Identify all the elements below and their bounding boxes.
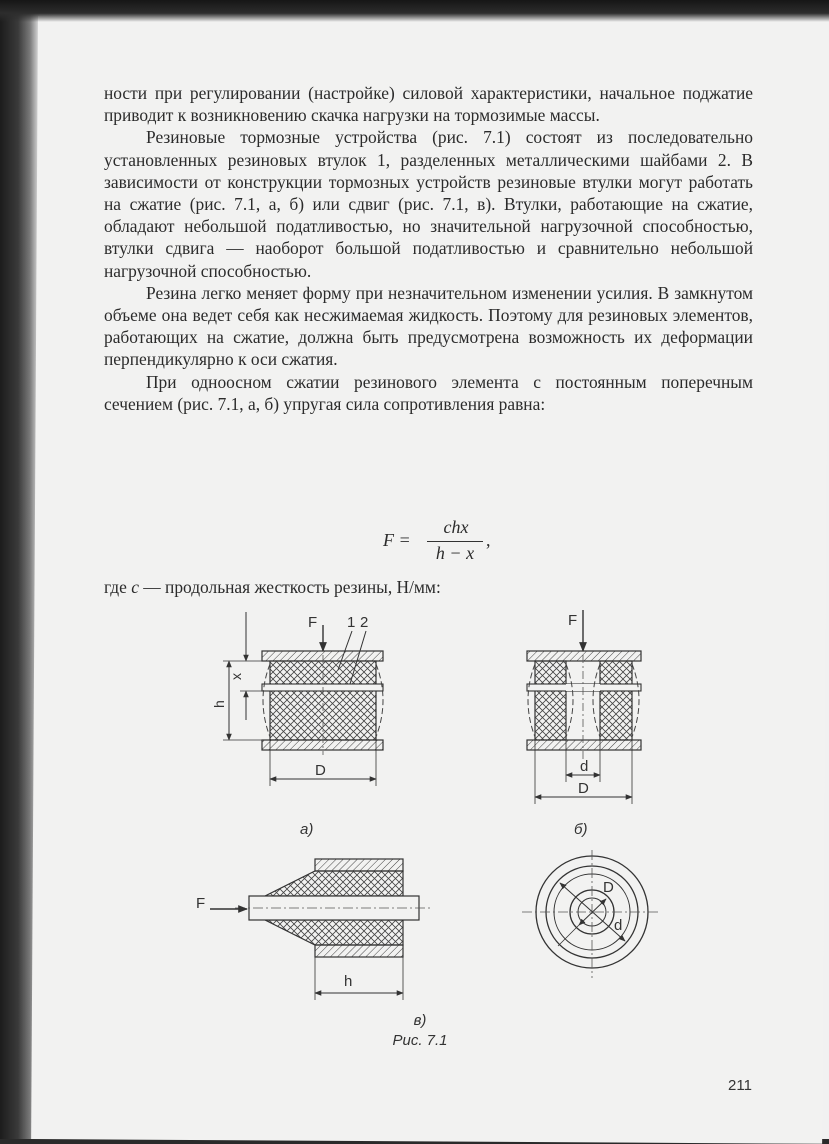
label-F-v: F <box>196 895 206 912</box>
figure-v-side <box>196 859 433 1000</box>
label-d-b: d <box>580 758 589 775</box>
figure-b <box>527 610 641 804</box>
where-prefix: где <box>104 577 132 597</box>
page-number: 211 <box>728 1077 752 1094</box>
sub-caption-b: б) <box>574 821 588 838</box>
label-d-v: d <box>614 917 623 934</box>
figure-a <box>211 612 383 786</box>
label-F-a: F <box>308 614 318 631</box>
sub-caption-v: в) <box>413 1012 427 1029</box>
where-symbol: c <box>131 577 139 597</box>
paragraph-2: Резиновые тормозные устройства (рис. 7.1) состоят из последовательно установленных резиновых втулок 1, разделенных металлическими шайбами 2. В зависимости от конструкции тормозных устройств резиновые втулки могут работать на сжатие (рис. 7.1, а, б) или сдвиг (рис. 7.1, в). Втулки, работающие на сжатие, обладают небольшой податливостью, но значительной нагрузочной способностью, втулки сдвига — наоборот большой податливостью и сравнительно небольшой нагрузочной способностью. <box>104 127 753 281</box>
where-rest: — продольная жесткость резины, Н/мм: <box>138 577 441 597</box>
formula-lhs: F = <box>383 530 411 550</box>
label-2: 2 <box>360 614 369 631</box>
sub-caption-a: а) <box>300 821 314 838</box>
label-F-b: F <box>568 612 578 629</box>
label-D-v: D <box>603 879 614 896</box>
label-x: x <box>228 673 244 680</box>
paragraph-4: При одноосном сжатии резинового элемента с постоянным поперечным сечением (рис. 7.1, а, б) упругая сила сопротивления равна: <box>104 371 753 414</box>
label-D-a: D <box>315 762 326 779</box>
formula-numerator: chx <box>443 517 469 537</box>
formula-denominator: h − x <box>435 543 475 563</box>
label-h: h <box>211 700 227 708</box>
paragraph-3: Резина легко меняет форму при незначительном изменении усилия. В замкнутом объеме она ведет себя как несжимаемая жидкость. Поэтому для резиновых элементов, работающих на сжатие, должна быть предусмотрена возможность их деформации перпендикулярно к оси сжатия. <box>104 282 753 370</box>
figure-caption: Рис. 7.1 <box>392 1032 448 1049</box>
label-h-v: h <box>344 973 353 990</box>
label-1: 1 <box>347 614 356 631</box>
label-D-b: D <box>578 780 589 797</box>
figure-v-section <box>522 850 660 978</box>
paragraph-1: ности при регулировании (настройке) силовой характеристики, начальное поджатие приводит к возникновению скачка нагрузки на тормозимые массы. <box>104 83 753 126</box>
formula-comma: , <box>486 530 491 550</box>
